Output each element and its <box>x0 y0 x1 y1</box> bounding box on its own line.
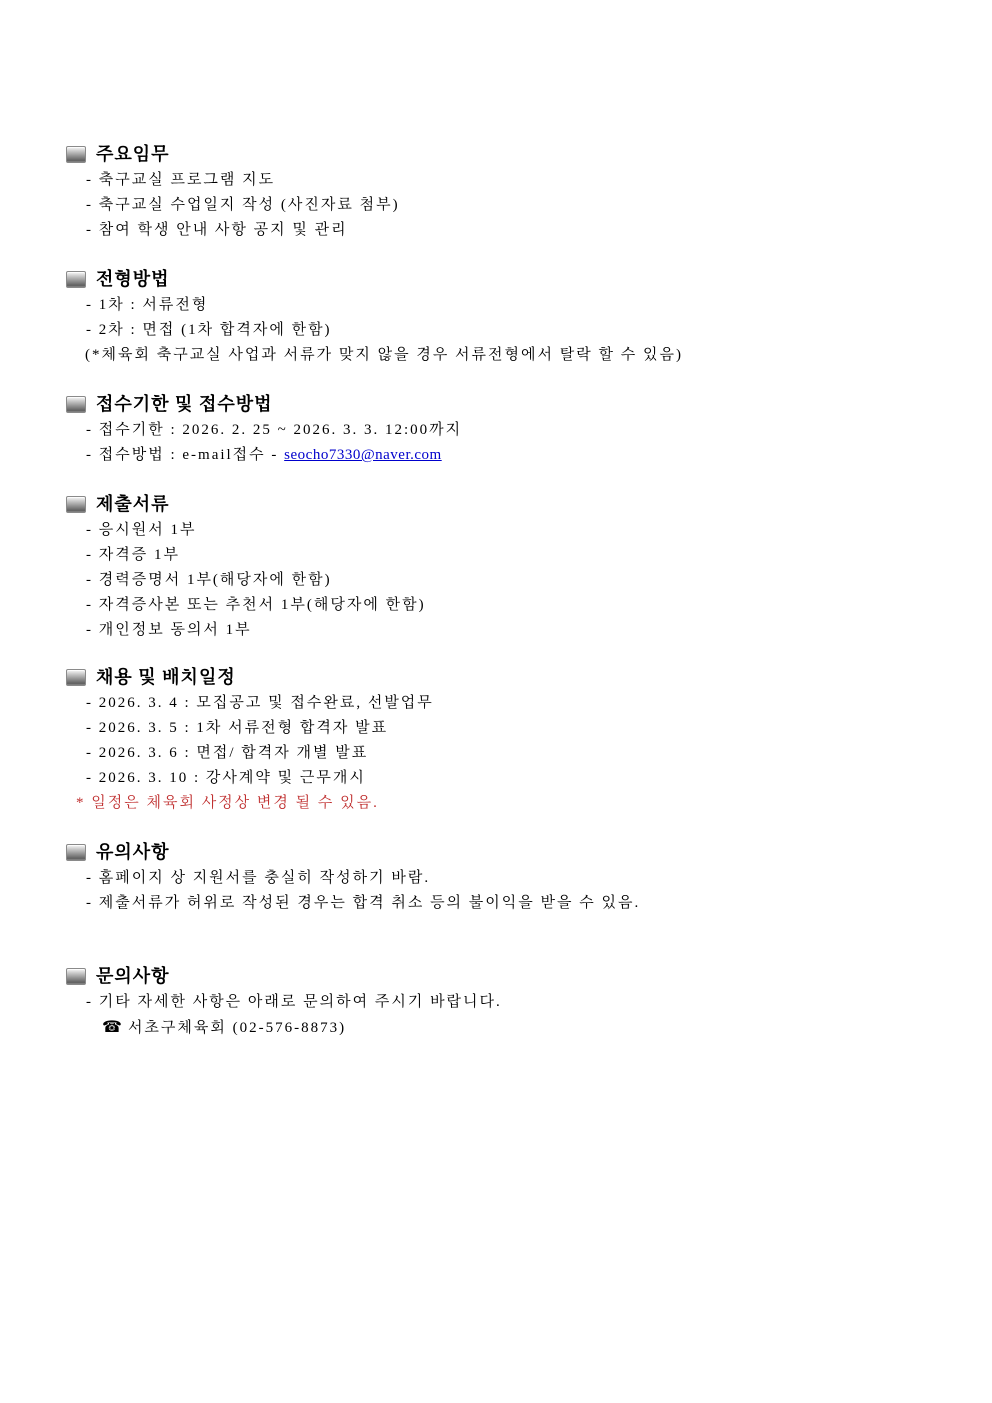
contact-line <box>66 1015 926 1040</box>
list-item: - 축구교실 프로그램 지도 <box>86 172 276 188</box>
email-line-prefix: - 접수방법 : e-mail접수 - <box>86 447 285 463</box>
section-bullet-icon <box>66 496 86 513</box>
section-header <box>66 962 926 990</box>
section-title: 접수기한 및 접수방법 <box>96 394 273 414</box>
list-item: - 자격증사본 또는 추천서 1부(해당자에 한함) <box>86 597 426 613</box>
section-bullet-icon <box>66 146 86 163</box>
list-item: - 접수기한 : 2026. 2. 25 ~ 2026. 3. 3. 12:00까지 <box>86 422 463 438</box>
list-item: - 응시원서 1부 <box>86 522 197 538</box>
section-title: 제출서류 <box>96 494 170 514</box>
contact-text: 서초구체육회 (02-576-8873) <box>127 1020 347 1036</box>
list-item: - 기타 자세한 사항은 아래로 문의하여 주시기 바랍니다. <box>86 994 502 1010</box>
list-item: - 홈페이지 상 지원서를 충실히 작성하기 바람. <box>86 870 431 886</box>
list-item: - 경력증명서 1부(해당자에 한함) <box>86 572 332 588</box>
section-main-duties <box>66 140 926 243</box>
list-item: - 자격증 1부 <box>86 547 180 563</box>
list-item: - 개인정보 동의서 1부 <box>86 622 252 638</box>
section-title: 주요임무 <box>96 144 170 164</box>
section-header <box>66 663 926 691</box>
section-application-deadline <box>66 390 926 468</box>
section-inquiries <box>66 962 926 1040</box>
section-header <box>66 265 926 293</box>
schedule-item: - 2026. 3. 5 : 1차 서류전형 합격자 발표 <box>86 720 389 736</box>
schedule-item: - 2026. 3. 10 : 강사계약 및 근무개시 <box>86 770 366 786</box>
list-item-with-email <box>66 443 926 468</box>
section-cautions <box>66 838 926 916</box>
section-header <box>66 140 926 168</box>
schedule-item: - 2026. 3. 6 : 면접/ 합격자 개별 발표 <box>86 745 369 761</box>
phone-icon: ☎ <box>102 1019 122 1036</box>
section-header <box>66 390 926 418</box>
parenthetical-note: (*체육회 축구교실 사업과 서류가 맞지 않을 경우 서류전형에서 탈락 할 수 있음) <box>85 347 683 363</box>
section-title: 채용 및 배치일정 <box>96 667 236 687</box>
section-header <box>66 490 926 518</box>
schedule-item: - 2026. 3. 4 : 모집공고 및 접수완료, 선발업무 <box>86 695 434 711</box>
section-required-documents <box>66 490 926 643</box>
email-link[interactable]: seocho7330@naver.com <box>284 447 442 463</box>
section-title: 문의사항 <box>96 966 170 986</box>
section-hiring-schedule <box>66 663 926 816</box>
schedule-change-note: * 일정은 체육회 사정상 변경 될 수 있음. <box>76 795 379 811</box>
section-bullet-icon <box>66 271 86 288</box>
section-title: 유의사항 <box>96 842 170 862</box>
list-item: - 1차 : 서류전형 <box>86 297 209 313</box>
list-item: - 제출서류가 허위로 작성된 경우는 합격 취소 등의 불이익을 받을 수 있음. <box>86 895 641 911</box>
section-bullet-icon <box>66 396 86 413</box>
section-title: 전형방법 <box>96 269 170 289</box>
section-selection-method <box>66 265 926 368</box>
list-item: - 참여 학생 안내 사항 공지 및 관리 <box>86 222 348 238</box>
section-bullet-icon <box>66 669 86 686</box>
document-body <box>66 140 926 1062</box>
section-header <box>66 838 926 866</box>
section-bullet-icon <box>66 968 86 985</box>
list-item: - 2차 : 면접 (1차 합격자에 한함) <box>86 322 332 338</box>
section-bullet-icon <box>66 844 86 861</box>
list-item: - 축구교실 수업일지 작성 (사진자료 첨부) <box>86 197 400 213</box>
